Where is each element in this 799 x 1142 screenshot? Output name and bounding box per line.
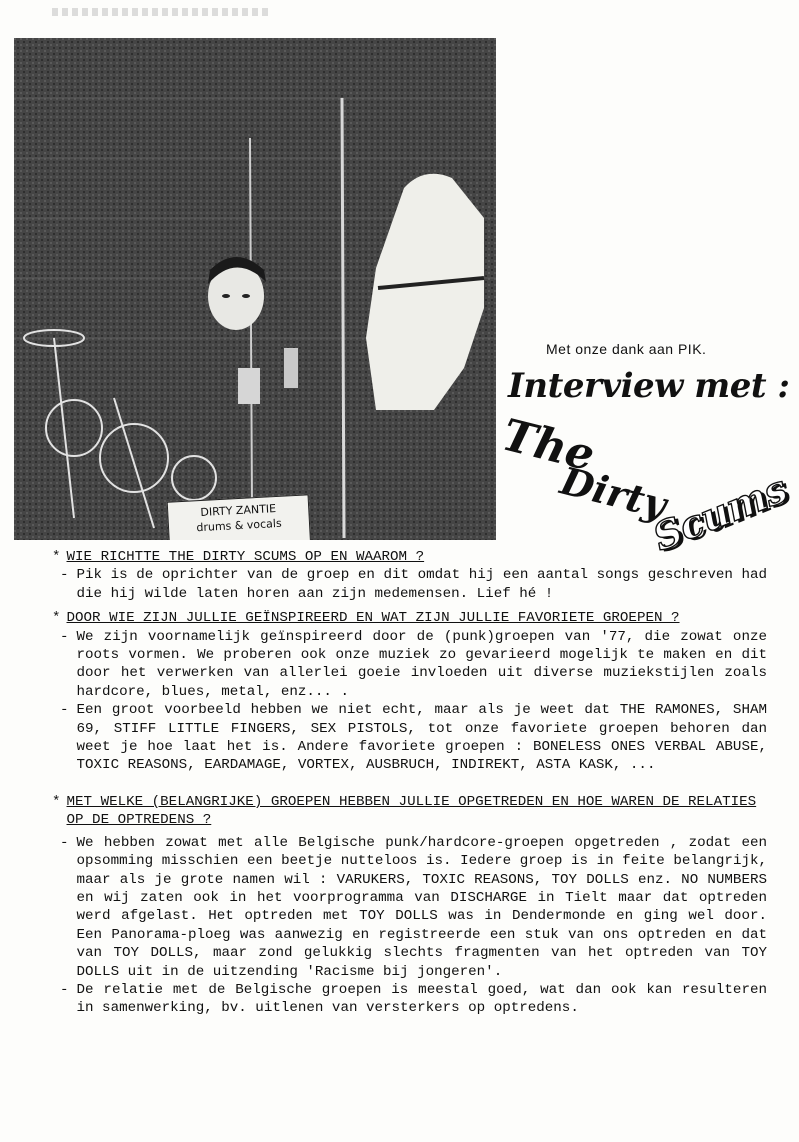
question-text: DOOR WIE ZIJN JULLIE GEÏNSPIREERD EN WAT ZIJN JULLIE FAVORIETE GROEPEN ? [66, 610, 680, 627]
answer-dash: - [60, 628, 69, 645]
photo-illustration [14, 38, 496, 540]
question-2 [52, 609, 767, 627]
answer-dash: - [60, 702, 69, 719]
question-text: WIE RICHTTE THE DIRTY SCUMS OP EN WAAROM ? [66, 549, 425, 565]
photo-caption-name: DIRTY ZANTIE [200, 502, 277, 519]
interview-body [52, 546, 767, 1018]
question-3 [52, 793, 767, 830]
interview-headline: Interview met : [508, 366, 790, 406]
answer-item [60, 834, 767, 981]
band-photo [14, 38, 496, 540]
answer-text: Pik is de oprichter van de groep en dit omdat hij een aantal songs geschreven had die hij wilde laten horen aan zijn medemensen. Lief hé ! [76, 567, 767, 602]
band-name-dirty: Dirty [556, 457, 671, 528]
answer-dash: - [60, 834, 69, 851]
answer-text: We zijn voornamelijk geïnspireerd door de (punk)groepen van '77, die zowat onze roots vormen. We proberen ook onze muziek zo gevarieerd mogelijk te maken en dit door het verwerken van allerlei goeie invloeden uit diverse muziekstijlen zoals hardcore, blues, metal, enz... . [76, 628, 767, 700]
photo-caption [167, 494, 312, 540]
answer-item [60, 981, 767, 1018]
thanks-note: Met onze dank aan PIK. [546, 341, 707, 357]
question-star: * [52, 610, 61, 627]
photo-caption-role: drums & vocals [196, 516, 282, 535]
scan-artifact [52, 8, 272, 16]
answer-item [60, 628, 767, 702]
band-name-scums: Scums [646, 465, 794, 560]
answer-item [60, 701, 767, 775]
question-text: MET WELKE (BELANGRIJKE) GROEPEN HEBBEN JULLIE OPGETREDEN EN HOE WAREN DE RELATIES OP DE OPTREDENS ? [66, 793, 757, 829]
answer-item [60, 566, 767, 603]
answer-dash: - [60, 981, 69, 998]
answer-text: Een groot voorbeeld hebben we niet echt, maar als je weet dat THE RAMONES, SHAM 69, STIFF LITTLE FINGERS, SEX PISTOLS, tot onze favoriete groepen behoren dan weet je hoe laat het is. Andere favoriete groepen : BONELESS ONES VERBAL ABUSE, TOXIC REASONS, EARDAMAGE, VORTEX, AUSBRUCH, INDIREKT, ASTA KASK, ... [76, 702, 767, 774]
question-1 [52, 548, 767, 566]
answer-text: We hebben zowat met alle Belgische punk/hardcore-groepen opgetreden , zodat een opsomming misschien een beetje nutteloos is. Iedere groep is in feite belangrijk, maar als je grote namen wil : VARUKERS, TOXIC REASONS, TOY DOLLS enz. NO NUMBERS en wij zaten ook in het voorprogramma van DISCHARGE in Tielt maar dat optreden werd afgelast. Het optreden met TOY DOLLS was in Dendermonde en ging wel door. Een Panorama-ploeg was aanwezig en registreerde een stuk van ons optreden en dat van TOY DOLLS, maar zond gelukkig slechts fragmenten van het optreden van TOY DOLLS uit in de uitzending 'Racisme bij jongeren'. [76, 834, 767, 980]
answer-text: De relatie met de Belgische groepen is meestal goed, wat dan ook kan resulteren in samenwerking, bv. uitlenen van versterkers op optredens. [76, 981, 767, 1017]
band-name-the: The [497, 409, 600, 482]
answer-dash: - [60, 567, 69, 584]
question-star: * [52, 793, 61, 810]
question-star: * [52, 549, 61, 565]
